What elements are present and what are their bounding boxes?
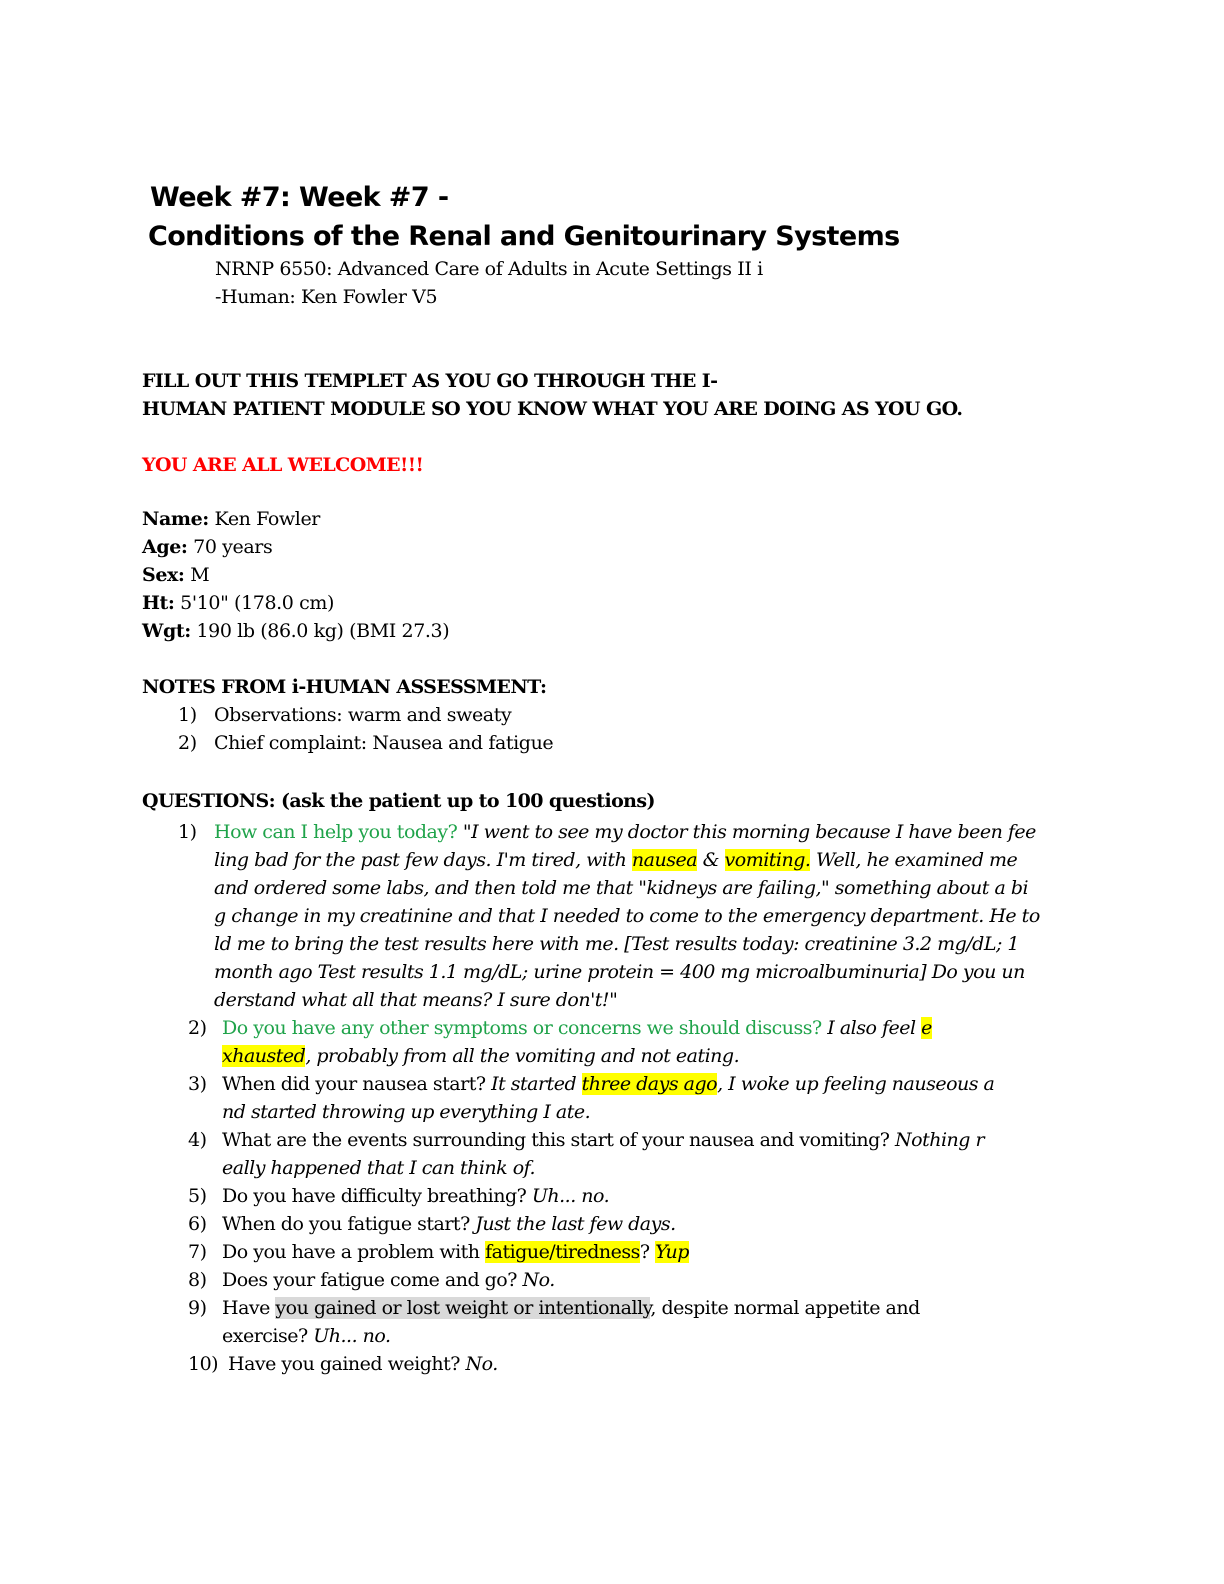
weight-value: 190 lb (86.0 kg) (BMI 27.3) [190,620,450,642]
q1-answer-line1: "I went to see my doctor this morning because I have been fee [457,821,1036,843]
q3-line1 [222,1070,994,1098]
q5-line [222,1182,609,1210]
question-number: 8) [188,1269,207,1291]
q3-question: When did your nausea start? [222,1073,492,1095]
sex-label: Sex: [142,564,185,586]
question-number: 4) [188,1129,207,1151]
q9-line1 [222,1294,920,1322]
question-number: 3) [188,1073,207,1095]
q1-line2 [214,846,1017,874]
q9-gray-highlight: you gained or lost weight or intentionally [275,1297,651,1319]
q2-answer-line1: I also feel [821,1017,922,1039]
questions-heading: QUESTIONS: (ask the patient up to 100 questions) [142,790,655,812]
q1-highlight-vomiting: vomiting. [724,849,811,871]
q9-question-a: Have [222,1297,276,1319]
q7-question: Do you have a problem with [222,1241,486,1263]
q1-line3: and ordered some labs, and then told me that "kidneys are failing," something about a bi [214,877,1029,899]
q10-answer: No. [465,1353,498,1375]
q7-highlight: fatigue/tiredness [485,1241,640,1263]
question-number: 10) [188,1353,219,1375]
question-number: 1) [178,821,197,843]
q10-line [228,1350,498,1378]
q7-line [222,1238,689,1266]
q9-answer: Uh... no. [313,1325,391,1347]
q1-line4: g change in my creatinine and that I needed to come to the emergency department. He to [214,905,1040,927]
weight-label: Wgt: [142,620,191,642]
question-number: 5) [188,1185,207,1207]
patient-weight [142,620,449,642]
q1-line7: derstand what all that means? I sure don't!" [214,989,618,1011]
welcome-message: YOU ARE ALL WELCOME!!! [142,454,424,476]
q3-line2: nd started throwing up everything I ate. [222,1101,591,1123]
q3-answer-line1a: It started [491,1073,582,1095]
q2-question: Do you have any other symptoms or concerns we should discuss? [222,1017,822,1039]
age-value: 70 years [187,536,273,558]
q1-line5: ld me to bring the test results here with me. [Test results today: creatinine 3.2 mg/dL; 1 [214,933,1019,955]
q4-question: What are the events surrounding this start of your nausea and vomiting? [222,1129,896,1151]
question-number: 7) [188,1241,207,1263]
q1-question: How can I help you today? [214,821,458,843]
notes-heading: NOTES FROM i-HUMAN ASSESSMENT: [142,676,547,698]
age-label: Age: [142,536,188,558]
q4-answer-line1: Nothing r [895,1129,985,1151]
note-text: Chief complaint: Nausea and fatigue [214,732,554,754]
name-value: Ken Fowler [208,508,320,530]
q4-line2: eally happened that I can think of. [222,1157,536,1179]
q9-question-line2: exercise? [222,1325,314,1347]
height-label: Ht: [142,592,175,614]
q1-answer-line2c: Well, he examined me [810,849,1018,871]
question-number: 6) [188,1213,207,1235]
q2-line1 [222,1014,932,1042]
document-title-line2: Conditions of the Renal and Genitourinary Systems [148,221,900,252]
q9-line2 [222,1322,391,1350]
q4-line1 [222,1126,984,1154]
q1-answer-line2b: & [697,849,725,871]
patient-height [142,592,334,614]
q8-question: Does your fatigue come and go? [222,1269,523,1291]
q5-answer: Uh... no. [531,1185,610,1207]
q2-answer-line2: , probably from all the vomiting and not eating. [305,1045,740,1067]
document-title-line1: Week #7: Week #7 - [150,182,449,213]
q2-highlight-exhausted: xhausted [222,1045,306,1067]
course-name: NRNP 6550: Advanced Care of Adults in Acute Settings II i [215,258,763,280]
note-text: Observations: warm and sweaty [214,704,512,726]
q6-question: When do you fatigue start? [222,1213,476,1235]
instructions-line2: HUMAN PATIENT MODULE SO YOU KNOW WHAT YOU ARE DOING AS YOU GO. [142,398,963,420]
q3-answer-line1b: , I woke up feeling nauseous a [717,1073,995,1095]
q3-highlight: three days ago [581,1073,718,1095]
q8-answer: No. [522,1269,555,1291]
height-value: 5'10" (178.0 cm) [174,592,334,614]
q8-line [222,1266,555,1294]
q7-answer: Yup [655,1241,689,1263]
q2-line2 [222,1042,739,1070]
instructions-line1: FILL OUT THIS TEMPLET AS YOU GO THROUGH THE I- [142,370,718,392]
question-number: 9) [188,1297,207,1319]
note-number: 1) [178,704,197,726]
q2-highlight-e: e [921,1017,932,1039]
name-label: Name: [142,508,209,530]
q1-answer-line2a: ling bad for the past few days. I'm tired, with [214,849,632,871]
q1-line1 [214,818,1036,846]
question-number: 2) [188,1017,207,1039]
q1-line6: month ago Test results 1.1 mg/dL; urine protein = 400 mg microalbuminuria] Do you un [214,961,1025,983]
q6-answer: Just the last few days. [475,1213,676,1235]
q1-highlight-nausea: nausea [631,849,698,871]
q6-line [222,1210,676,1238]
patient-age [142,536,272,558]
q5-question: Do you have difficulty breathing? [222,1185,532,1207]
patient-sex [142,564,209,586]
q10-question: Have you gained weight? [228,1353,466,1375]
q7-after: ? [639,1241,656,1263]
module-name: -Human: Ken Fowler V5 [215,286,438,308]
note-number: 2) [178,732,197,754]
q9-question-b: , despite normal appetite and [650,1297,920,1319]
sex-value: M [184,564,210,586]
patient-name [142,508,320,530]
